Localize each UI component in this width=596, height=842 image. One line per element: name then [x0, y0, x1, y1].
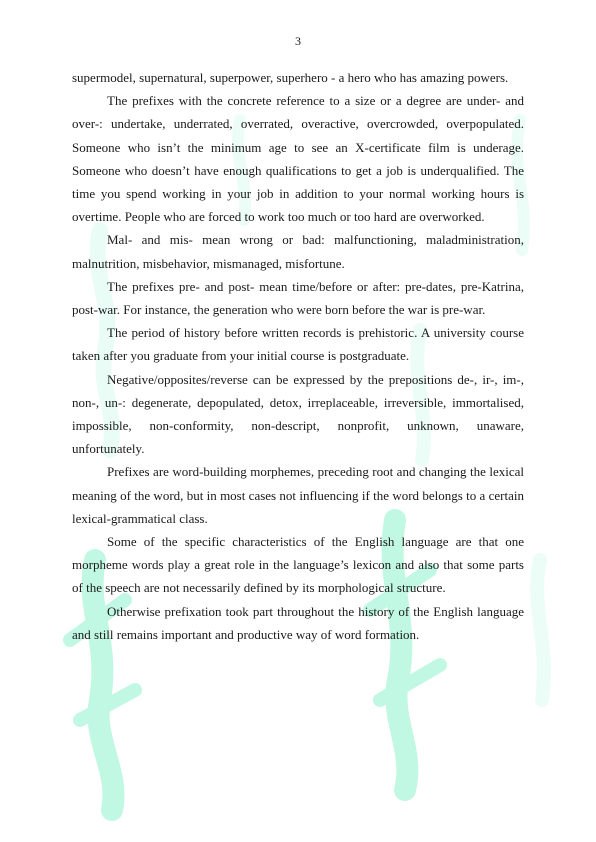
document-body	[72, 66, 524, 646]
paragraph: Otherwise prefixation took part throughout the history of the English language and still remains important and productive way of word formation.	[72, 603, 524, 642]
page-number: 3	[295, 34, 301, 48]
paragraph: supermodel, supernatural, superpower, superhero - a hero who has amazing powers.	[72, 70, 509, 85]
watermark-mark	[80, 690, 135, 720]
paragraph: Some of the specific characteristics of the English language are that one morpheme words play a great role in the language’s lexicon and also that some parts of the speech are not necessarily defined by its morphological structure.	[72, 534, 524, 596]
paragraph: Mal- and mis- mean wrong or bad: malfunctioning, maladministration, malnutrition, misbehavior, mismanaged, misfortune.	[72, 232, 524, 271]
paragraph: The prefixes pre- and post- mean time/before or after: pre-dates, pre-Katrina, post-war. For instance, the generation who were born before the war is pre-war.	[72, 278, 524, 318]
watermark-mark	[537, 560, 544, 700]
paragraph: The period of history before written records is prehistoric. A university course taken after you graduate from your initial course is postgraduate.	[72, 325, 524, 364]
paragraph: Negative/opposites/reverse can be expressed by the prepositions de-, ir-, im-, non-, un-: degenerate, depopulated, detox, irreplaceable, irreversible, immortalised, impossible, non-conformity, non-descript, nonprofit, unknown, unaware, unfortunately.	[72, 371, 524, 457]
paragraph: The prefixes with the concrete reference to a size or a degree are under- and over-: undertake, underrated, overrated, overactive, overcrowded, overpopulated. Someone who isn’t the minimum age to see an X-certificate film is underage. Someone who doesn’t have enough qualifications to get a job is underqualified. The time you spend working in your job in addition to your normal working hours is overtime. People who are forced to work too much or too hard are overworked.	[72, 93, 524, 225]
paragraph: Prefixes are word-building morphemes, preceding root and changing the lexical meaning of the word, but in most cases not influencing if the word belongs to a certain lexical-grammatical class.	[72, 464, 524, 526]
watermark-mark	[380, 665, 440, 700]
